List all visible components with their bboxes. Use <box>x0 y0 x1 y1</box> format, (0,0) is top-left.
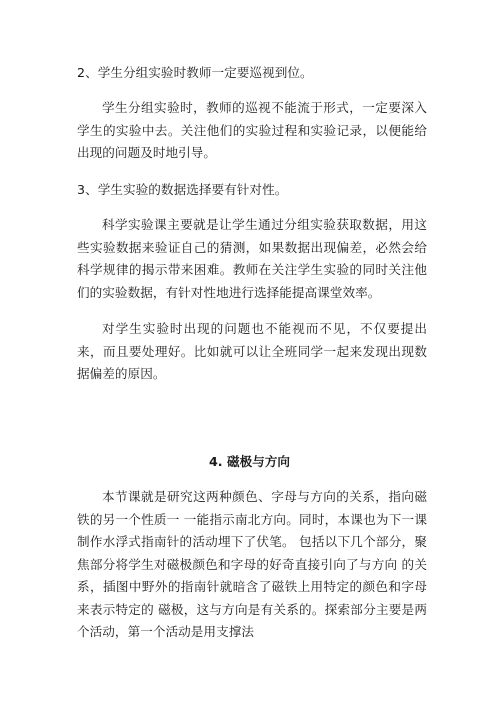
chapter-intro-paragraph: 本节课就是研究这两种颜色、字母与方向的关系，指向磁铁的另一个性质一 一能指示南北方向。同时，本课也为下一课制作水浮式指南针的活动埋下了伏笔。 包括以下几个部分，聚焦部分将学生对磁极颜色和字母的好奇直接引向了与方向 的关系，插图中野外的指南针就暗含了磁铁上用特定的颜色和字母来表示特定的 磁极，这与方向是有关系的。探索部分主要是两个活动，第一个活动是用支撑法 <box>77 489 427 639</box>
section-heading-3: 3、学生实验的数据选择要有针对性。 <box>77 182 288 197</box>
section-2-paragraph: 学生分组实验时，教师的巡视不能流于形式，一定要深入学生的实验中去。关注他们的实验过程和实验记录，以便能给出现的问题及时地引导。 <box>77 100 427 160</box>
section-3-paragraph-2: 对学生实验时出现的问题也不能视而不见，不仅要提出来，而且要处理好。比如就可以让全班同学一起来发现出现数据偏差的原因。 <box>77 321 427 381</box>
section-heading-2: 2、学生分组实验时教师一定要巡视到位。 <box>77 65 313 80</box>
chapter-title: 4. 磁极与方向 <box>209 454 290 469</box>
section-3-paragraph-1: 科学实验课主要就是让学生通过分组实验获取数据，用这些实验数据来验证自己的猜测，如果数据出现偏差，必然会给科学规律的揭示带来困难。教师在关注学生实验的同时关注他们的实验数据，有针对性地进行选择能提高课堂效率。 <box>77 217 427 300</box>
